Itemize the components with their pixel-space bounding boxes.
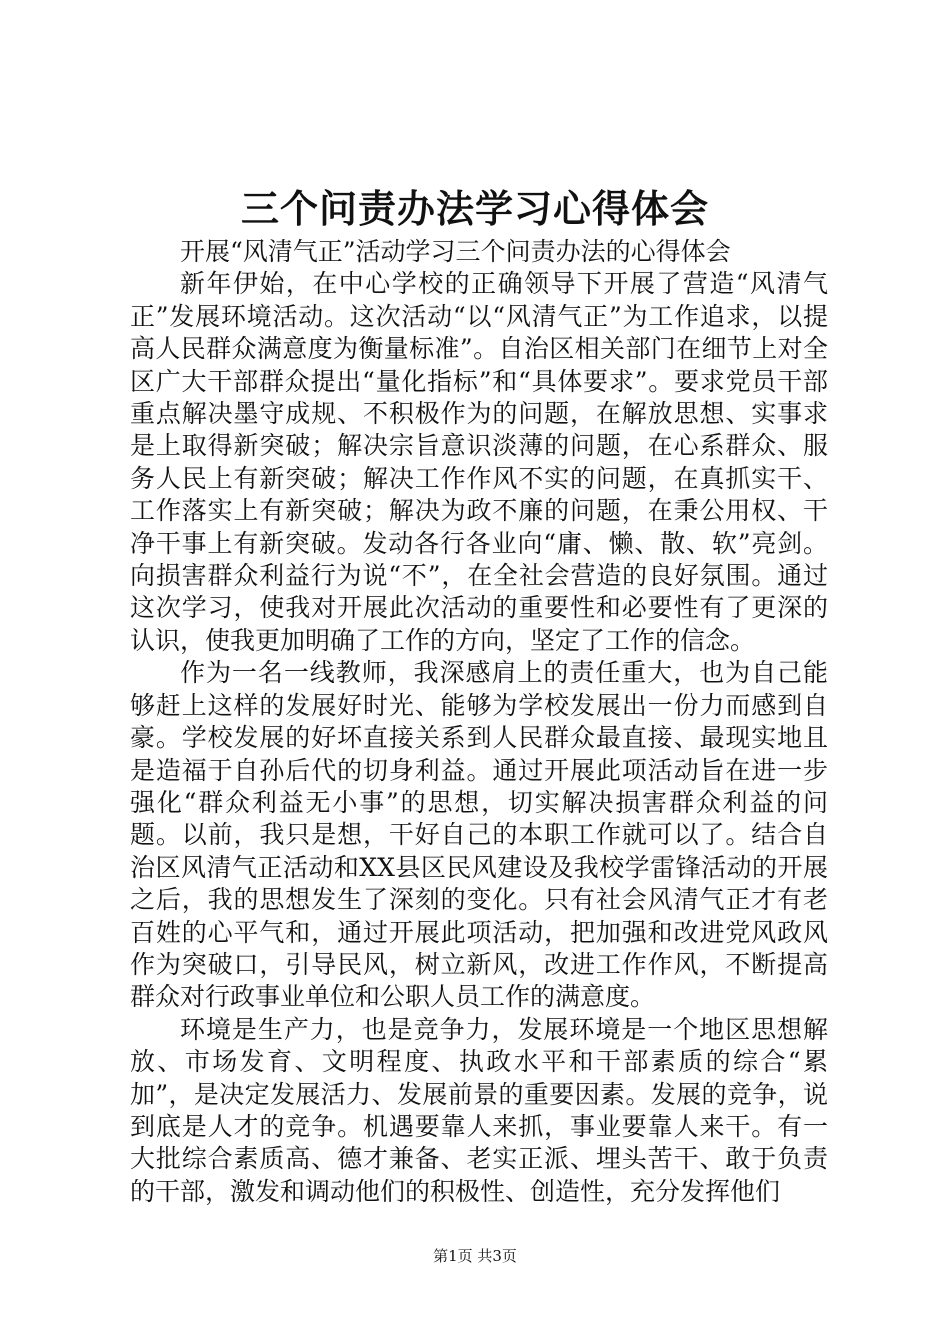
document-title: 三个问责办法学习心得体会 <box>240 186 709 231</box>
paragraph: 环境是生产力，也是竞争力，发展环境是一个地区思想解放、市场发育、文明程度、执政水平和干部素质的综合“累加”，是决定发展活力、发展前景的重要因素。发展的竞争，说到底是人才的竞争。机遇要靠人来抓，事业要靠人来干。有一大批综合素质高、德才兼备、老实正派、埋头苦干、敢于负责的干部，激发和调动他们的积极性、创造性，充分发挥他们 <box>130 1014 828 1206</box>
paragraph: 作为一名一线教师，我深感肩上的责任重大，也为自己能够赶上这样的发展好时光、能够为学校发展出一份力而感到自豪。学校发展的好坏直接关系到人民群众最直接、最现实地且是造福于自孙后代的切身利益。通过开展此项活动旨在进一步强化“群众利益无小事”的思想，切实解决损害群众利益的问题。以前，我只是想，干好自己的本职工作就可以了。结合自治区风清气正活动和XX县区民风建设及我校学雷锋活动的开展之后，我的思想发生了深刻的变化。只有社会风清气正才有老百姓的心平气和，通过开展此项活动，把加强和改进党风政风作为突破口，引导民风，树立新风，改进工作作风，不断提高群众对行政事业单位和公职人员工作的满意度。 <box>130 658 828 1012</box>
document-body <box>130 236 828 1208</box>
page-number-footer: 第1页 共3页 <box>433 1247 517 1265</box>
paragraph-subtitle: 开展“风清气正”活动学习三个问责办法的心得体会 <box>180 237 731 266</box>
paragraph: 新年伊始，在中心学校的正确领导下开展了营造“风清气正”发展环境活动。这次活动“以“风清气正”为工作追求，以提高人民群众满意度为衡量标准”。自治区相关部门在细节上对全区广大干部群众提出“量化指标”和“具体要求”。要求党员干部重点解决墨守成规、不积极作为的问题，在解放思想、实事求是上取得新突破；解决宗旨意识淡薄的问题，在心系群众、服务人民上有新突破；解决工作作风不实的问题，在真抓实干、工作落实上有新突破；解决为政不廉的问题，在秉公用权、干净干事上有新突破。发动各行各业向“庸、懒、散、软”亮剑。向损害群众利益行为说“不”，在全社会营造的良好氛围。通过这次学习，使我对开展此次活动的重要性和必要性有了更深的认识，使我更加明确了工作的方向，坚定了工作的信念。 <box>130 269 828 655</box>
